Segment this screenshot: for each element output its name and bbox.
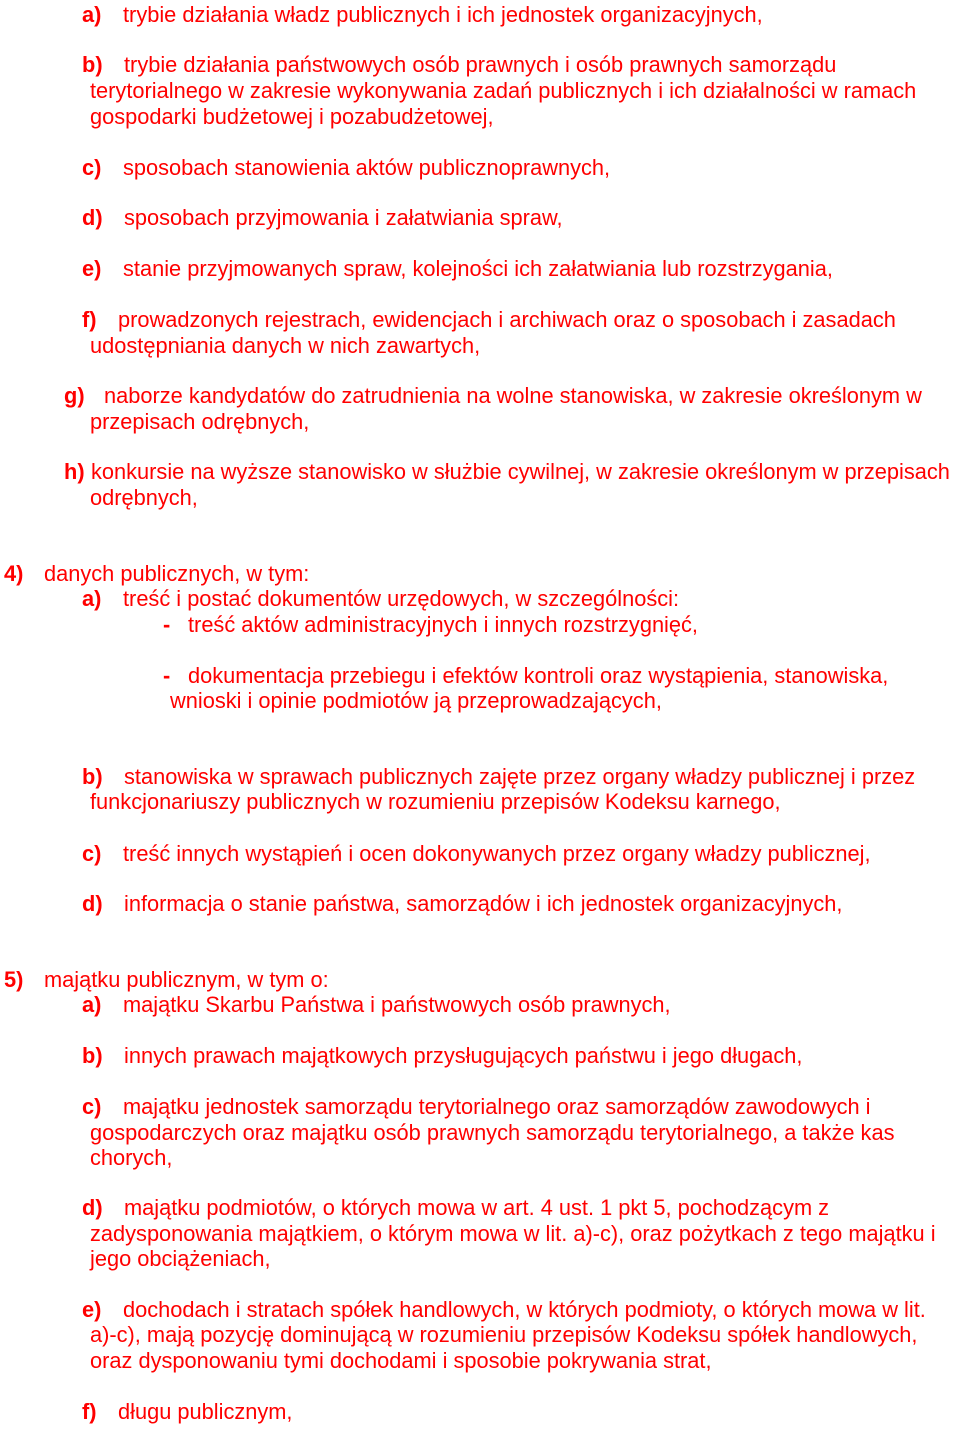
point-4-item-d-text: informacja o stanie państwa, samorządów i ich jednostek organizacyjnych,: [124, 891, 843, 916]
point-5-item-e-label: e): [82, 1297, 102, 1322]
item-b-text-line-2: terytorialnego w zakresie wykonywania zadań publicznych i ich działalności w ramach: [90, 78, 917, 103]
item-a-text: trybie działania władz publicznych i ich jednostek organizacyjnych,: [123, 2, 763, 27]
bullet-1-text: treść aktów administracyjnych i innych rozstrzygnięć,: [188, 612, 698, 637]
item-f-text-line-2: udostępniania danych w nich zawartych,: [90, 333, 481, 358]
point-4-item-d-label: d): [82, 891, 103, 916]
point-4-number: 4): [4, 561, 24, 586]
point-5-item-c-text: majątku jednostek samorządu terytorialnego oraz samorządów zawodowych i: [123, 1094, 871, 1119]
point-5-item-c-text-line-3: chorych,: [90, 1145, 173, 1170]
bullet-2-text-line-2: wnioski i opinie podmiotów ją przeprowadzających,: [170, 688, 662, 713]
item-c-label: c): [82, 155, 102, 180]
point-4-item-b-text: stanowiska w sprawach publicznych zajęte przez organy władzy publicznej i przez: [124, 764, 916, 789]
point-5-item-e-text: dochodach i stratach spółek handlowych, w których podmioty, o których mowa w lit.: [123, 1297, 926, 1322]
item-g-label: g): [64, 383, 85, 408]
point-5-item-b-label: b): [82, 1043, 103, 1068]
point-5-item-b-text: innych prawach majątkowych przysługujących państwu i jego długach,: [124, 1043, 803, 1068]
item-f-label: f): [82, 307, 97, 332]
point-4-item-a-text: treść i postać dokumentów urzędowych, w szczególności:: [123, 586, 680, 611]
bullet-dash: -: [163, 612, 171, 637]
item-e-text: stanie przyjmowanych spraw, kolejności ich załatwiania lub rozstrzygania,: [123, 256, 833, 281]
item-d-label: d): [82, 205, 103, 230]
point-4-item-b-label: b): [82, 764, 103, 789]
point-5-item-f-text: długu publicznym,: [118, 1399, 293, 1424]
point-5-item-e-text-line-2: a)-c), mają pozycję dominującą w rozumieniu przepisów Kodeksu spółek handlowych,: [90, 1322, 918, 1347]
point-5-item-a-text: majątku Skarbu Państwa i państwowych osób prawnych,: [123, 992, 671, 1017]
point-5-item-c-text-line-2: gospodarczych oraz majątku osób prawnych samorządu terytorialnego, a także kas: [90, 1120, 895, 1145]
point-5-item-d-text-line-3: jego obciążeniach,: [90, 1246, 271, 1271]
item-e-label: e): [82, 256, 102, 281]
bullet-dash: -: [163, 663, 171, 688]
item-c-text: sposobach stanowienia aktów publicznoprawnych,: [123, 155, 611, 180]
item-f-text: prowadzonych rejestrach, ewidencjach i archiwach oraz o sposobach i zasadach: [118, 307, 896, 332]
item-b-label: b): [82, 52, 103, 77]
item-g-text: naborze kandydatów do zatrudnienia na wolne stanowiska, w zakresie określonym w: [104, 383, 922, 408]
item-a-label: a): [82, 2, 102, 27]
item-b-text: trybie działania państwowych osób prawnych i osób prawnych samorządu: [124, 52, 837, 77]
point-5-item-e-text-line-3: oraz dysponowaniu tymi dochodami i sposobie pokrywania strat,: [90, 1348, 712, 1373]
point-4-item-c-label: c): [82, 841, 102, 866]
item-h-text: konkursie na wyższe stanowisko w służbie cywilnej, w zakresie określonym w przepisach: [91, 459, 950, 484]
point-5-item-d-text-line-2: zadysponowania majątkiem, o którym mowa w lit. a)-c), oraz pożytkach z tego majątku i: [90, 1221, 936, 1246]
point-5-item-d-text: majątku podmiotów, o których mowa w art. 4 ust. 1 pkt 5, pochodzącym z: [124, 1195, 830, 1220]
point-4-title: danych publicznych, w tym:: [44, 561, 310, 586]
item-b-text-line-3: gospodarki budżetowej i pozabudżetowej,: [90, 104, 494, 129]
point-5-item-d-label: d): [82, 1195, 103, 1220]
item-g-text-line-2: przepisach odrębnych,: [90, 409, 310, 434]
point-4-item-a-label: a): [82, 586, 102, 611]
point-4-item-c-text: treść innych wystąpień i ocen dokonywanych przez organy władzy publicznej,: [123, 841, 871, 866]
point-4-item-b-text-line-2: funkcjonariuszy publicznych w rozumieniu przepisów Kodeksu karnego,: [90, 789, 781, 814]
bullet-2-text: dokumentacja przebiegu i efektów kontroli oraz wystąpienia, stanowiska,: [188, 663, 889, 688]
point-5-item-c-label: c): [82, 1094, 102, 1119]
point-5-number: 5): [4, 967, 24, 992]
point-5-item-a-label: a): [82, 992, 102, 1017]
item-h-text-line-2: odrębnych,: [90, 485, 198, 510]
point-5-title: majątku publicznym, w tym o:: [44, 967, 329, 992]
item-d-text: sposobach przyjmowania i załatwiania spraw,: [124, 205, 563, 230]
point-5-item-f-label: f): [82, 1399, 97, 1424]
item-h-label: h): [64, 459, 85, 484]
